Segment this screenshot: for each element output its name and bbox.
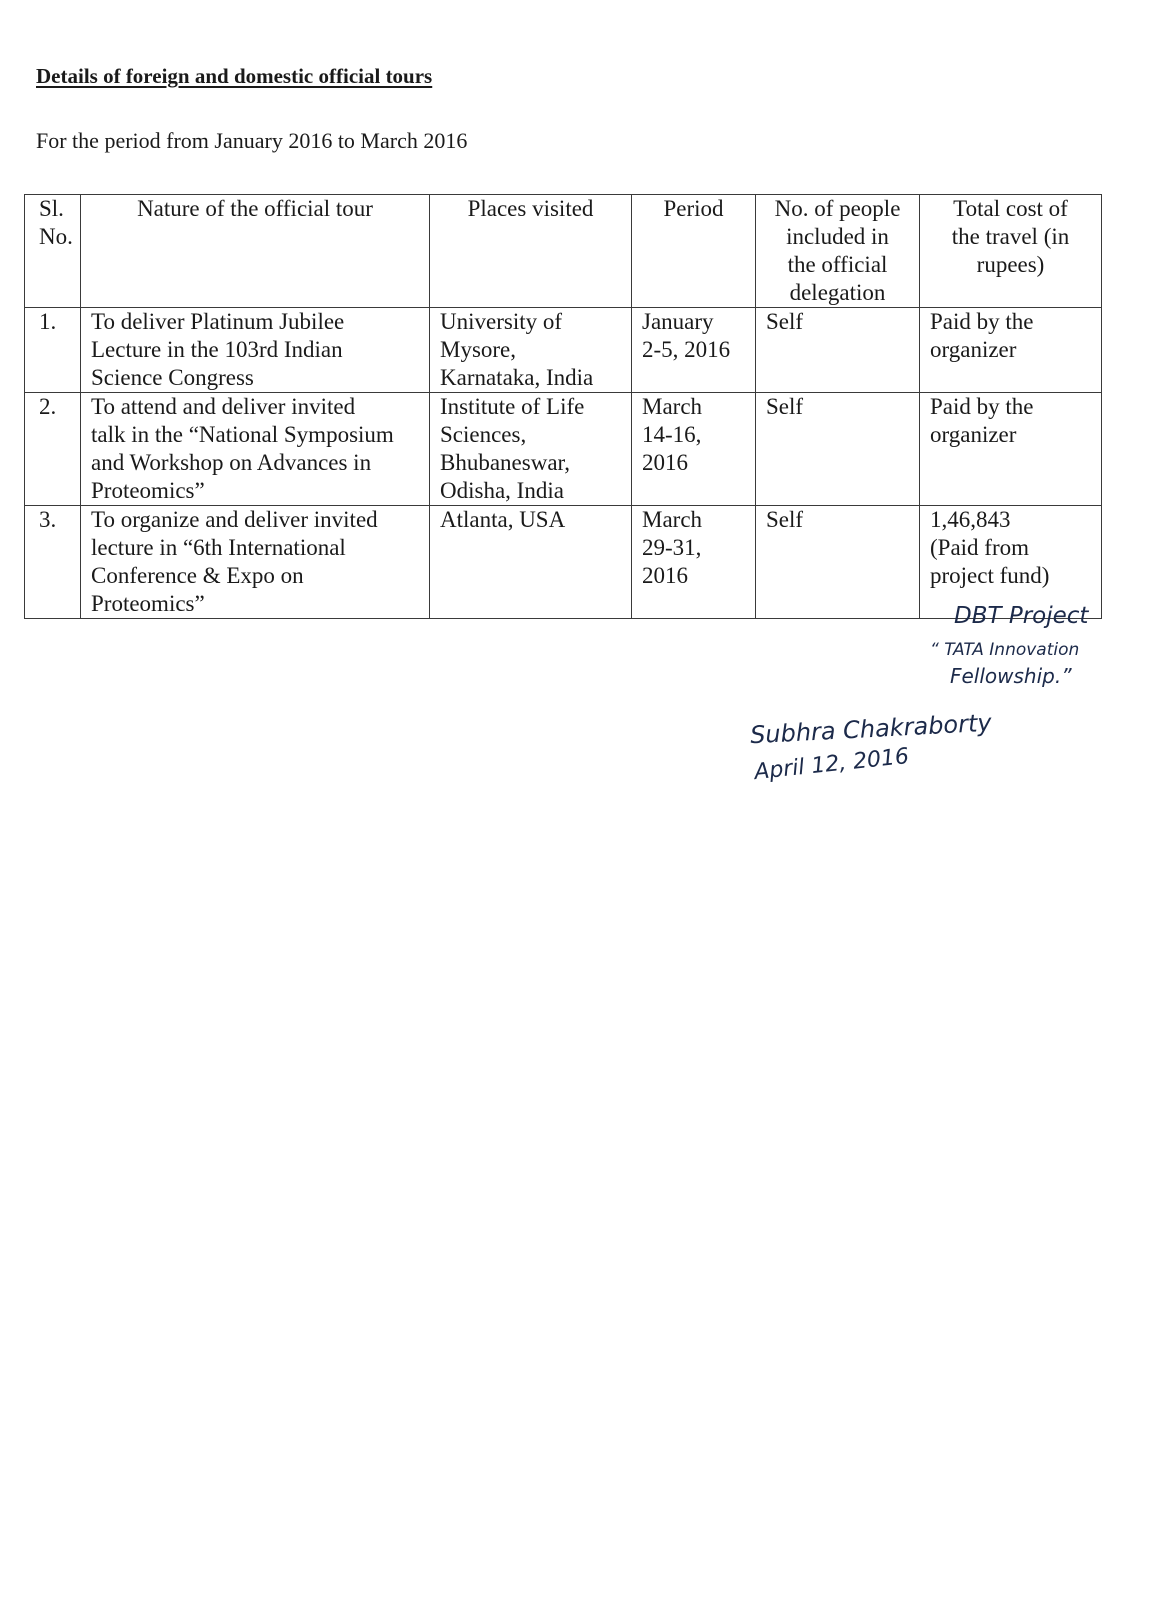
row-sl: 3. xyxy=(25,506,81,619)
table-row xyxy=(25,393,1102,506)
row-period xyxy=(632,506,756,619)
cell-line: Sl. xyxy=(39,196,64,221)
row-period xyxy=(632,308,756,393)
table-header-row xyxy=(25,195,1102,308)
row-nature xyxy=(81,506,430,619)
cell-line: talk in the “National Symposium xyxy=(91,422,394,447)
tours-table xyxy=(24,194,1102,619)
signature-date: April 12, 2016 xyxy=(753,743,911,786)
row-places xyxy=(430,308,632,393)
handwritten-note-fellowship: Fellowship.” xyxy=(950,664,1072,688)
cell-line: 2-5, 2016 xyxy=(642,337,731,362)
cell-line: organizer xyxy=(930,337,1017,362)
row-people: Self xyxy=(756,308,920,393)
cell-line: March xyxy=(642,507,703,532)
cell-line: Nature of the official tour xyxy=(137,196,373,221)
cell-line: included in xyxy=(786,224,889,249)
cell-line: Mysore, xyxy=(440,337,517,362)
cell-line: 1,46,843 xyxy=(930,507,1011,532)
table-row xyxy=(25,506,1102,619)
row-people: Self xyxy=(756,393,920,506)
cell-line: project fund) xyxy=(930,563,1050,588)
cell-line: (Paid from xyxy=(930,535,1030,560)
header-nature-of-tour xyxy=(81,195,430,308)
cell-line: 2016 xyxy=(642,563,688,588)
cell-line: lecture in “6th International xyxy=(91,535,346,560)
cell-line: organizer xyxy=(930,422,1017,447)
row-places xyxy=(430,393,632,506)
cell-line: March xyxy=(642,394,703,419)
cell-line: Science Congress xyxy=(91,365,254,390)
cell-line: Paid by the xyxy=(930,309,1034,334)
cell-line: Total cost of xyxy=(953,196,1068,221)
row-period xyxy=(632,393,756,506)
cell-line: Sciences, xyxy=(440,422,527,447)
cell-line: University of xyxy=(440,309,563,334)
header-total-cost xyxy=(920,195,1102,308)
row-nature xyxy=(81,393,430,506)
cell-line: Odisha, India xyxy=(440,478,564,503)
header-period xyxy=(632,195,756,308)
cell-line: To organize and deliver invited xyxy=(91,507,378,532)
cell-line: rupees) xyxy=(976,252,1045,277)
period-line: For the period from January 2016 to March 2016 xyxy=(36,128,468,153)
cell-line: Conference & Expo on xyxy=(91,563,304,588)
cell-line: Institute of Life xyxy=(440,394,585,419)
handwritten-note-tata: “ TATA Innovation xyxy=(930,640,1080,660)
cell-line: Paid by the xyxy=(930,394,1034,419)
row-nature xyxy=(81,308,430,393)
cell-line: No. xyxy=(39,224,73,249)
cell-line: January xyxy=(642,309,714,334)
cell-line: delegation xyxy=(789,280,886,305)
cell-line: the travel (in xyxy=(951,224,1070,249)
cell-line: Proteomics” xyxy=(91,478,205,503)
row-cost xyxy=(920,506,1102,619)
cell-line: No. of people xyxy=(774,196,901,221)
cell-line: 29-31, xyxy=(642,535,702,560)
row-cost xyxy=(920,308,1102,393)
row-people: Self xyxy=(756,506,920,619)
header-no-of-people xyxy=(756,195,920,308)
signature: Subhra Chakraborty xyxy=(749,708,993,750)
cell-line: Proteomics” xyxy=(91,591,205,616)
row-sl: 2. xyxy=(25,393,81,506)
cell-line: To attend and deliver invited xyxy=(91,394,356,419)
cell-line: To deliver Platinum Jubilee xyxy=(91,309,345,334)
cell-line: Period xyxy=(663,196,724,221)
document-heading: Details of foreign and domestic official tours xyxy=(36,64,433,88)
handwritten-note-dbt-project: DBT Project xyxy=(954,603,1089,629)
cell-line: Places visited xyxy=(467,196,594,221)
cell-line: and Workshop on Advances in xyxy=(91,450,372,475)
cell-line: 14-16, xyxy=(642,422,702,447)
cell-line: Atlanta, USA xyxy=(440,507,566,532)
row-places xyxy=(430,506,632,619)
header-sl-no xyxy=(25,195,81,308)
header-places-visited xyxy=(430,195,632,308)
cell-line: 2016 xyxy=(642,450,688,475)
cell-line: Bhubaneswar, xyxy=(440,450,571,475)
cell-line: Karnataka, India xyxy=(440,365,594,390)
cell-line: Lecture in the 103rd Indian xyxy=(91,337,343,362)
table-row xyxy=(25,308,1102,393)
cell-line: the official xyxy=(787,252,888,277)
row-sl: 1. xyxy=(25,308,81,393)
row-cost xyxy=(920,393,1102,506)
